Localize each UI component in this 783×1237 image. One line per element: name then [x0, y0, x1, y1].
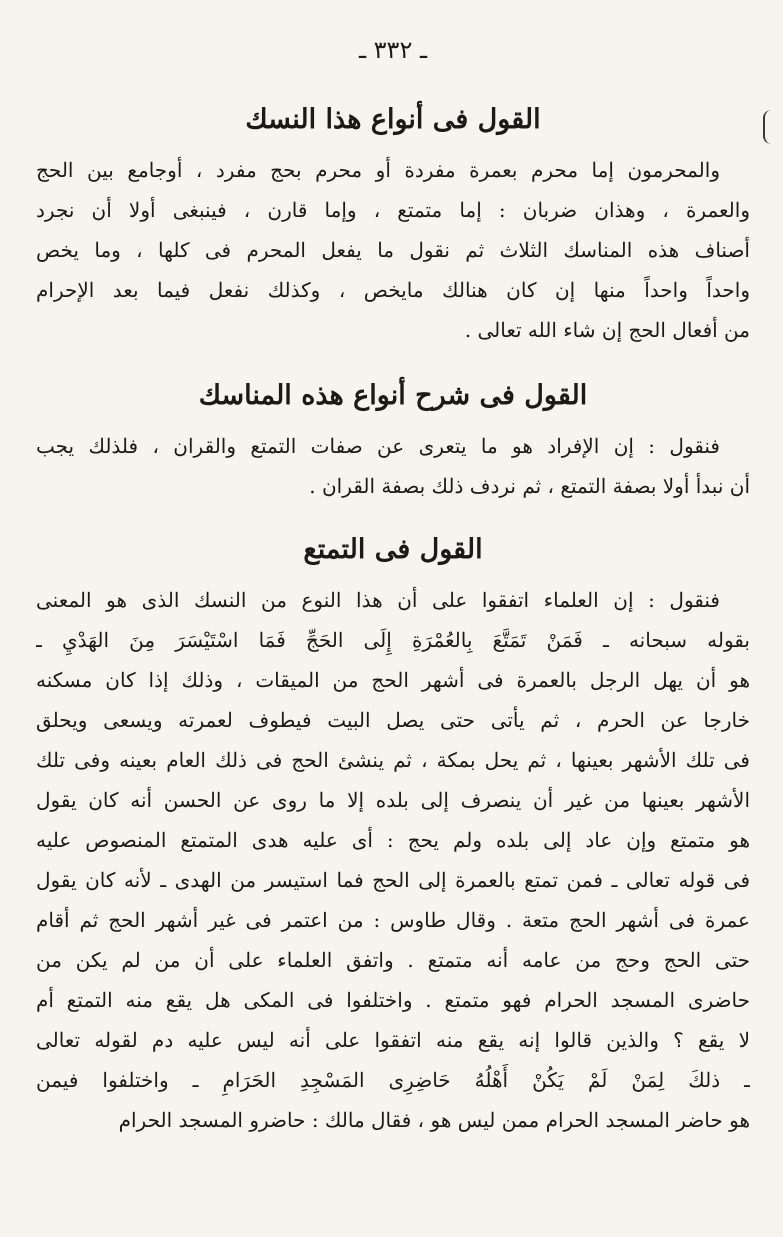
margin-bracket-mark [763, 110, 777, 144]
text-line: هو متمتع وإن عاد إلى بلده ولم يحج : أى عليه هدى المتمتع المنصوص عليه [36, 828, 750, 852]
text-line: واحداً واحداً منها إن كان هنالك مايخص ، وكذلك نفعل فيما بعد الإحرام [36, 278, 750, 302]
section-heading-types-of-rites: القول فى أنواع هذا النسك [245, 104, 541, 135]
text-line: فى قوله تعالى ـ فمن تمتع بالعمرة إلى الحج فما استيسر من الهدى ـ لأنه كان يقول [36, 868, 750, 892]
paragraph-types-of-rites [36, 150, 750, 350]
text-line: حاضرى المسجد الحرام فهو متمتع . واختلفوا فى المكى هل يقع منه التمتع أم [36, 988, 750, 1012]
text-line: فى تلك الأشهر بعينها ، ثم يحل بمكة ، ثم ينشئ الحج فى ذلك العام بعينه وفى تلك [36, 748, 750, 772]
book-page [36, 30, 750, 1210]
text-line: بقوله سبحانه ـ فَمَنْ تَمَتَّعَ بِالعُمْرَةِ إِلَى الحَجِّ فَمَا اسْتَيْسَرَ مِنَ الهَدْيِ ـ [36, 628, 750, 652]
text-line: والعمرة ، وهذان ضربان : إما متمتع ، وإما قارن ، فينبغى أولا أن نجرد [36, 198, 750, 222]
text-line: حتى الحج وحج من عامه أنه متمتع . واتفق العلماء على أن من لم يكن من [36, 948, 750, 972]
text-line: من أفعال الحج إن شاء الله تعالى . [464, 318, 750, 342]
text-line: أصناف هذه المناسك الثلاث ثم نقول ما يفعل المحرم فى كلها ، وما يخص [36, 238, 750, 262]
section-heading-tamattu: القول فى التمتع [303, 534, 483, 565]
text-line: فنقول : إن العلماء اتفقوا على أن هذا النوع من النسك الذى هو المعنى [36, 588, 720, 612]
text-line: هو أن يهل الرجل بالعمرة فى أشهر الحج من الميقات ، وذلك إذا كان مسكنه [36, 668, 750, 692]
text-line: ـ ذلكَ لِمَنْ لَمْ يَكُنْ أَهْلُهُ حَاضِرِى المَسْجِدِ الحَرَامِ ـ واختلفوا فيمن [36, 1068, 750, 1092]
section-heading-explaining-rites: القول فى شرح أنواع هذه المناسك [198, 380, 588, 411]
text-line: هو حاضر المسجد الحرام ممن ليس هو ، فقال مالك : حاضرو المسجد الحرام [118, 1108, 750, 1132]
paragraph-explaining-rites [36, 426, 750, 506]
text-line: الأشهر بعينها من غير أن ينصرف إلى بلده إلا ما روى عن الحسن أنه كان يقول [36, 788, 750, 812]
text-line: عمرة فى أشهر الحج متعة . وقال طاوس : من اعتمر فى غير أشهر الحج ثم أقام [36, 908, 750, 932]
text-line: لا يقع ؟ والذين قالوا إنه يقع منه اتفقوا على أنه ليس عليه دم لقوله تعالى [36, 1028, 750, 1052]
text-line: فنقول : إن الإفراد هو ما يتعرى عن صفات التمتع والقران ، فلذلك يجب [36, 434, 720, 458]
text-line: أن نبدأ أولا بصفة التمتع ، ثم نردف ذلك بصفة القران . [309, 474, 750, 498]
page-number: ـ ٣٣٢ ـ [358, 36, 427, 64]
text-line: خارجا عن الحرم ، ثم يأتى حتى يصل البيت فيطوف لعمرته ويسعى ويحلق [36, 708, 750, 732]
text-line: والمحرمون إما محرم بعمرة مفردة أو محرم بحج مفرد ، أوجامع بين الحج [36, 158, 720, 182]
paragraph-tamattu [36, 580, 750, 1140]
